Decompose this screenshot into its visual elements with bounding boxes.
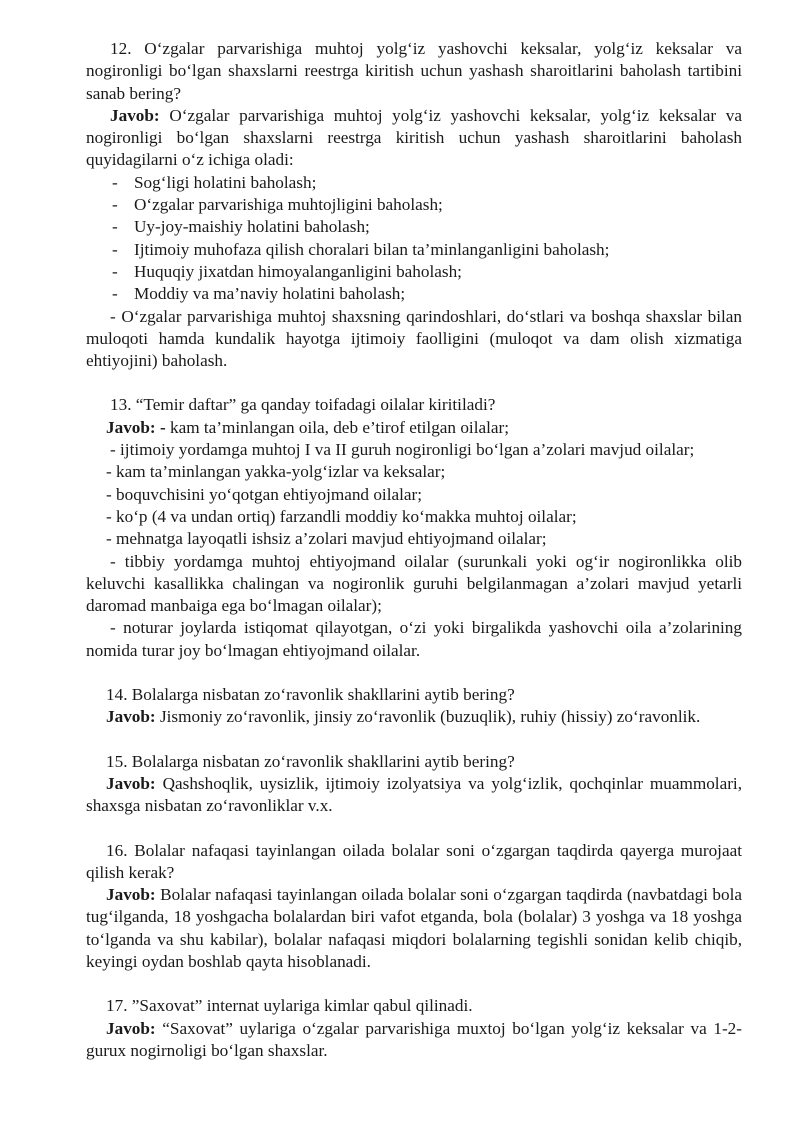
answer-text: “Saxovat” uylariga o‘zgalar parvarishiga muxtoj bo‘lgan yolg‘iz keksalar va 1-2-gurux nogirnoligi bo‘lgan shaxslar. <box>86 1018 742 1060</box>
answer-16 <box>86 884 742 973</box>
answer-label: Javob: <box>106 885 156 905</box>
question-13: 13. “Temir daftar” ga qanday toifadagi oilalar kiritiladi? <box>110 395 496 415</box>
list-item: - ko‘p (4 va undan ortiq) farzandli moddiy ko‘makka muhtoj oilalar; <box>106 506 577 526</box>
question-15: 15. Bolalarga nisbatan zo‘ravonlik shakllarini aytib bering? <box>106 751 515 771</box>
answer-label: Javob: <box>106 707 156 727</box>
list-item: - Moddiy va ma’naviy holatini baholash; <box>112 284 406 304</box>
question-14: 14. Bolalarga nisbatan zo‘ravonlik shakllarini aytib bering? <box>106 685 515 705</box>
question-17: 17. ”Saxovat” internat uylariga kimlar qabul qilinadi. <box>106 996 473 1016</box>
list-item: - Sog‘ligi holatini baholash; <box>112 172 317 192</box>
question-16: 16. Bolalar nafaqasi tayinlangan oilada bolalar soni o‘zgargan taqdirda qayerga murojaat qilish kerak? <box>86 840 742 882</box>
list-item-long: - O‘zgalar parvarishiga muhtoj shaxsning qarindoshlari, do‘stlari va boshqa shaxslar bilan muloqoti hamda kundalik hayotga ijtimoiy faolligini (muloqot va dam olish xizmatiga ehtiyojini) baholash. <box>86 306 742 371</box>
answer-text: kam ta’minlangan oila, deb e’tirof etilgan oilalar; <box>165 417 510 437</box>
answer-label: Javob: <box>110 105 160 125</box>
answer-text: Jismoniy zo‘ravonlik, jinsiy zo‘ravonlik (buzuqlik), ruhiy (hissiy) zo‘ravonlik. <box>155 707 701 727</box>
question-12: 12. O‘zgalar parvarishiga muhtoj yolg‘iz yashovchi keksalar, yolg‘iz keksalar va nogironligi bo‘lgan shaxslarni reestrga kiritish uchun yashash sharoitlarini baholash tartibini sanab bering? <box>86 39 742 103</box>
answer-17 <box>86 1018 742 1063</box>
answer-label: Javob: <box>106 1018 156 1038</box>
list-item: - O‘zgalar parvarishiga muhtojligini baholash; <box>112 195 443 215</box>
list-item: - mehnatga layoqatli ishsiz a’zolari mavjud ehtiyojmand oilalar; <box>106 529 547 549</box>
answer-label: Javob: - <box>106 417 166 437</box>
answer-text: Qashshoqlik, uysizlik, ijtimoiy izolyatsiya va yolg‘izlik, qochqinlar muammolari, shaxsga nisbatan zo‘ravonliklar v.x. <box>86 773 742 816</box>
list-item: - noturar joylarda istiqomat qilayotgan, o‘zi yoki birgalikda yashovchi oila a’zolarining nomida turar joy bo‘lmagan ehtiyojmand oilalar. <box>86 618 742 660</box>
list-item: - Ijtimoiy muhofaza qilish choralari bilan ta’minlanganligini baholash; <box>112 239 610 259</box>
answer-15 <box>86 773 742 818</box>
list-item: - kam ta’minlangan yakka-yolg‘izlar va keksalar; <box>106 462 446 482</box>
list-item: - Uy-joy-maishiy holatini baholash; <box>112 217 370 237</box>
answer-14 <box>86 706 742 728</box>
answer-12 <box>86 105 742 172</box>
list-item: - boquvchisini yo‘qotgan ehtiyojmand oilalar; <box>106 484 422 504</box>
answer-label: Javob: <box>106 773 156 793</box>
list-item: - Huquqiy jixatdan himoyalanganligini baholash; <box>112 261 462 281</box>
list-item: - ijtimoiy yordamga muhtoj I va II guruh nogironligi bo‘lgan a’zolari mavjud oilalar; <box>110 440 695 460</box>
answer-text: O‘zgalar parvarishiga muhtoj yolg‘iz yashovchi keksalar, yolg‘iz keksalar va nogironligi bo‘lgan shaxslarni reestrga kiritish uchun yashash sharoitlarini baholash quyidagilarni o‘z ichiga oladi: <box>86 105 742 170</box>
answer-text: Bolalar nafaqasi tayinlangan oilada bolalar soni o‘zgargan taqdirda (navbatdagi bola tug‘ilganda, 18 yoshgacha bolalardan biri vafot etganda, bola (bolalar) 3 yoshga va 18 yoshga to‘lganda va shu kabilar), bolalar nafaqasi miqdori bolalarning tegishli sonidan kelib chiqib, keyingi oydan boshlab qayta hisoblanadi. <box>86 885 742 971</box>
answer-13 <box>86 417 742 439</box>
list-item: - tibbiy yordamga muhtoj ehtiyojmand oilalar (surunkali yoki og‘ir nogironlikka olib keluvchi kasallikka chalingan va nogironlik guruhi belgilanmagan a’zolari mavjud yetarli daromad manbaiga ega bo‘lmagan oilalar); <box>86 551 742 616</box>
